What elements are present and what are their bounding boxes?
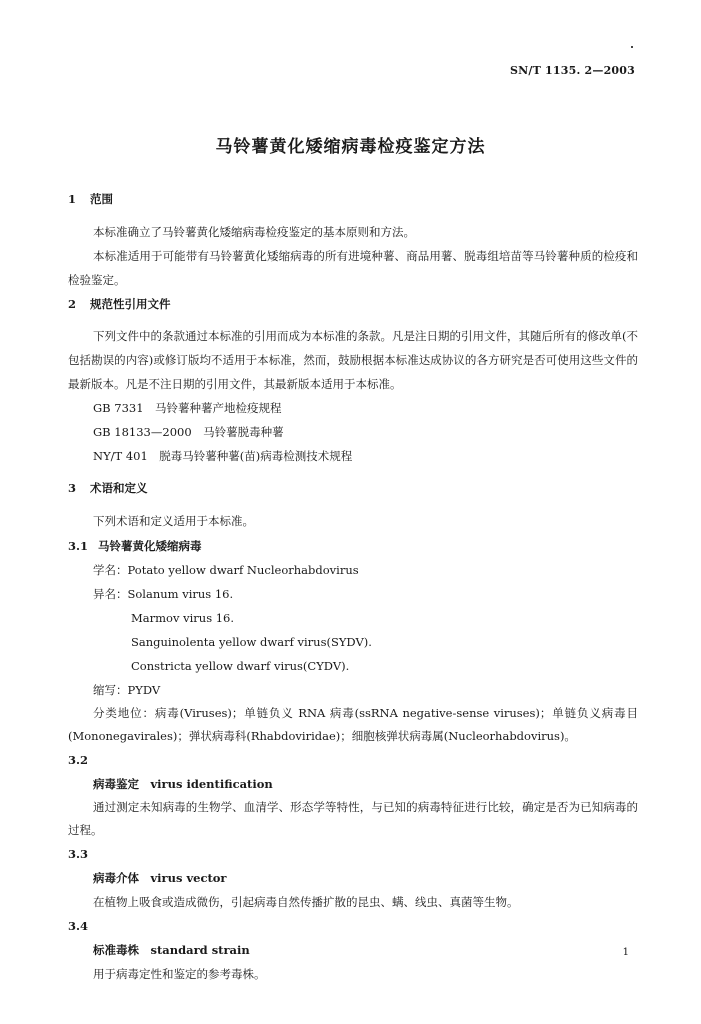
page-number: 1 <box>622 947 629 958</box>
term-3-2-term: 病毒鉴定 virus identification <box>93 777 273 791</box>
term-3-2-definition: 通过测定未知病毒的生物学、血清学、形态学等特性，与已知的病毒特征进行比较，确定是否为已知病毒的过程。 <box>68 800 638 837</box>
section-3-heading: 3 术语和定义 <box>68 481 148 495</box>
term-3-4-term: 标准毒株 standard strain <box>93 943 250 957</box>
section-1-heading: 1 范围 <box>68 192 113 206</box>
term-3-4-definition: 用于病毒定性和鉴定的参考毒株。 <box>93 967 266 981</box>
term-3-3-term: 病毒介体 virus vector <box>93 871 227 885</box>
term-3-1-synonym-2: Marmov virus 16. <box>131 611 235 625</box>
term-3-4-number: 3.4 <box>68 919 89 933</box>
term-3-2-number: 3.2 <box>68 753 89 767</box>
term-3-3-definition: 在植物上吸食或造成微伤，引起病毒自然传播扩散的昆虫、螨、线虫、真菌等生物。 <box>93 895 519 909</box>
document-body <box>68 191 638 986</box>
section-3-intro: 下列术语和定义适用于本标准。 <box>93 514 254 528</box>
term-3-1-taxonomy: 分类地位：病毒(Viruses)；单链负义 RNA 病毒(ssRNA negative-sense viruses)；单链负义病毒目(Mononegavirales)；弹状病毒科(Rhabdoviridae)；细胞核弹状病毒属(Nucleorhabdovirus)。 <box>68 706 638 743</box>
standard-code: SN/T 1135. 2—2003 <box>510 64 635 77</box>
normative-ref-2: GB 18133—2000 马铃薯脱毒种薯 <box>93 425 284 439</box>
term-3-1-scientific-name: 学名：Potato yellow dwarf Nucleorhabdovirus <box>93 563 359 577</box>
term-3-1-synonym-1: 异名：Solanum virus 16. <box>93 587 234 601</box>
term-3-1-abbreviation: 缩写：PYDV <box>93 683 161 697</box>
section-2-heading: 2 规范性引用文件 <box>68 297 171 311</box>
term-3-1-heading: 3.1 马铃薯黄化矮缩病毒 <box>68 539 202 553</box>
section-1-paragraph-1: 本标准确立了马铃薯黄化矮缩病毒检疫鉴定的基本原则和方法。 <box>93 225 415 239</box>
scan-speck <box>631 46 633 48</box>
document-title: 马铃薯黄化矮缩病毒检疫鉴定方法 <box>215 137 486 157</box>
term-3-3-number: 3.3 <box>68 847 89 861</box>
term-3-1-synonym-4: Constricta yellow dwarf virus(CYDV). <box>131 659 350 673</box>
normative-ref-1: GB 7331 马铃薯种薯产地检疫规程 <box>93 401 282 415</box>
term-3-1-synonym-3: Sanguinolenta yellow dwarf virus(SYDV). <box>131 635 372 649</box>
normative-ref-3: NY/T 401 脱毒马铃薯种薯(苗)病毒检测技术规程 <box>93 449 353 463</box>
section-1-paragraph-2: 本标准适用于可能带有马铃薯黄化矮缩病毒的所有进境种薯、商品用薯、脱毒组培苗等马铃薯种质的检疫和检验鉴定。 <box>68 249 638 287</box>
section-2-paragraph: 下列文件中的条款通过本标准的引用而成为本标准的条款。凡是注日期的引用文件，其随后所有的修改单(不包括勘误的内容)或修订版均不适用于本标准，然而，鼓励根据本标准达成协议的各方研究是否可使用这些文件的最新版本。凡是不注日期的引用文件，其最新版本适用于本标准。 <box>68 329 638 391</box>
